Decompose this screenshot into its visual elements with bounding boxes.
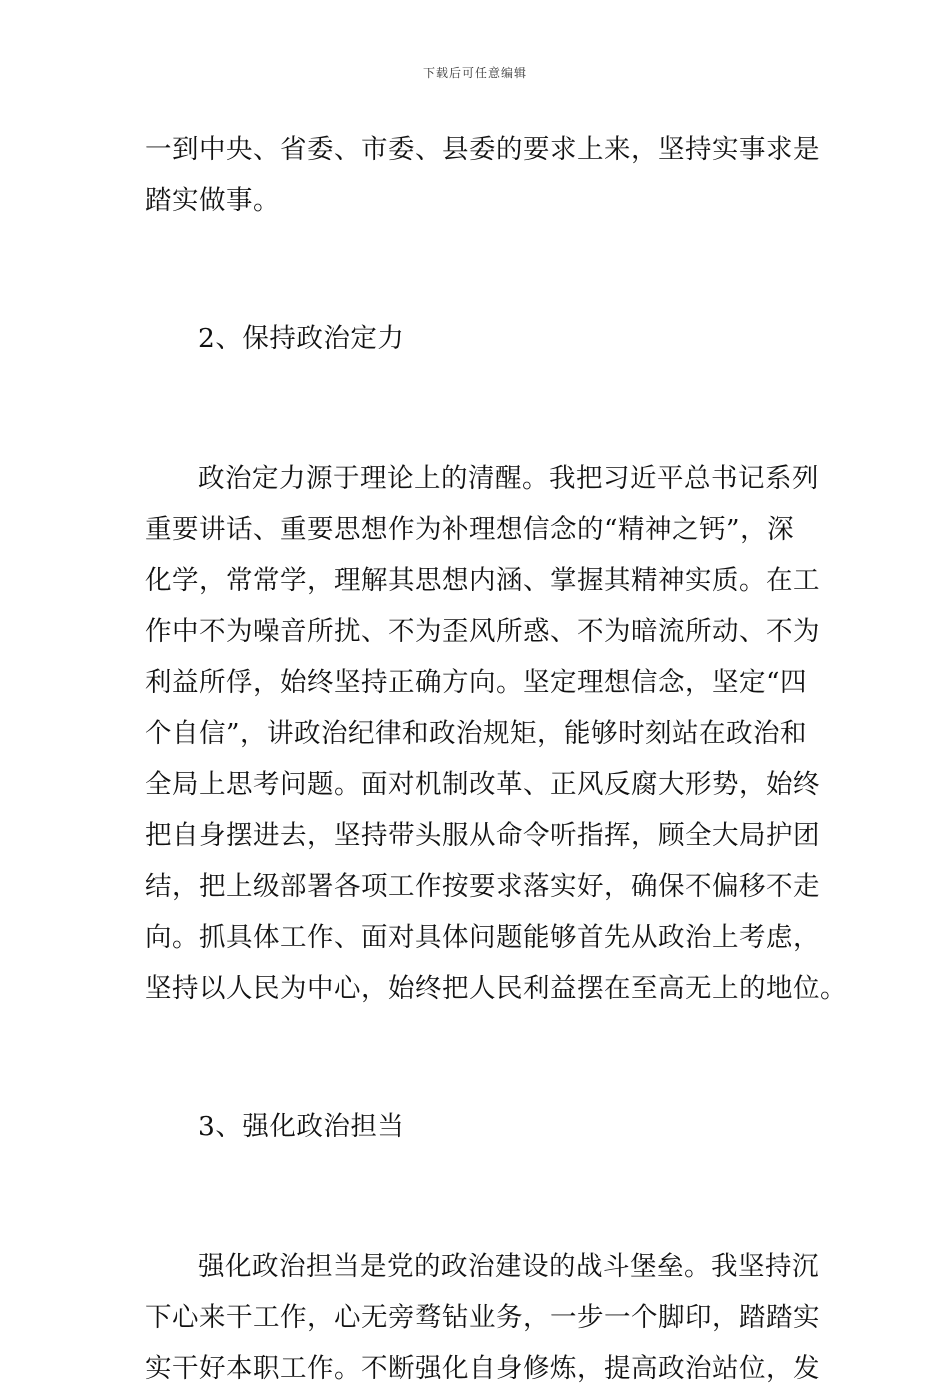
text-line: 坚持以人民为中心，始终把人民利益摆在至高无上的地位。 bbox=[145, 973, 847, 1004]
text-line: 下心来干工作，心无旁骛钻业务，一步一个脚印，踏踏实 bbox=[145, 1302, 820, 1333]
heading-text: 2、保持政治定力 bbox=[198, 323, 405, 354]
section-3-paragraph bbox=[145, 1241, 820, 1394]
text-line: 作中不为噪音所扰、不为歪风所惑、不为暗流所动、不为 bbox=[145, 616, 820, 647]
text-line: 利益所俘，始终坚持正确方向。坚定理想信念，坚定“四 bbox=[145, 667, 808, 698]
text-line: 政治定力源于理论上的清醒。我把习近平总书记系列 bbox=[198, 463, 819, 494]
text-line: 把自身摆进去，坚持带头服从命令听指挥，顾全大局护团 bbox=[145, 820, 820, 851]
text-line: 踏实做事。 bbox=[145, 185, 280, 216]
text-line: 结，把上级部署各项工作按要求落实好，确保不偏移不走 bbox=[145, 871, 820, 902]
text-line: 化学，常常学，理解其思想内涵、掌握其精神实质。在工 bbox=[145, 565, 820, 596]
heading-text: 3、强化政治担当 bbox=[198, 1111, 405, 1142]
section-3-heading bbox=[145, 1101, 805, 1152]
section-2-heading bbox=[145, 313, 805, 364]
text-line: 个自信”，讲政治纪律和政治规矩，能够时刻站在政治和 bbox=[145, 718, 808, 749]
section-2-paragraph bbox=[145, 453, 847, 1014]
document-body bbox=[145, 124, 847, 1394]
text-line: 实干好本职工作。不断强化自身修炼，提高政治站位，发 bbox=[145, 1353, 820, 1384]
page-header-note: 下载后可任意编辑 bbox=[422, 66, 527, 80]
text-line: 全局上思考问题。面对机制改革、正风反腐大形势，始终 bbox=[145, 769, 820, 800]
text-line: 强化政治担当是党的政治建设的战斗堡垒。我坚持沉 bbox=[198, 1251, 819, 1282]
text-line: 向。抓具体工作、面对具体问题能够首先从政治上考虑， bbox=[145, 922, 820, 953]
text-line: 一到中央、省委、市委、县委的要求上来，坚持实事求是 bbox=[145, 134, 820, 165]
text-line: 重要讲话、重要思想作为补理想信念的“精神之钙”，深 bbox=[145, 514, 795, 545]
intro-paragraph bbox=[145, 124, 820, 226]
